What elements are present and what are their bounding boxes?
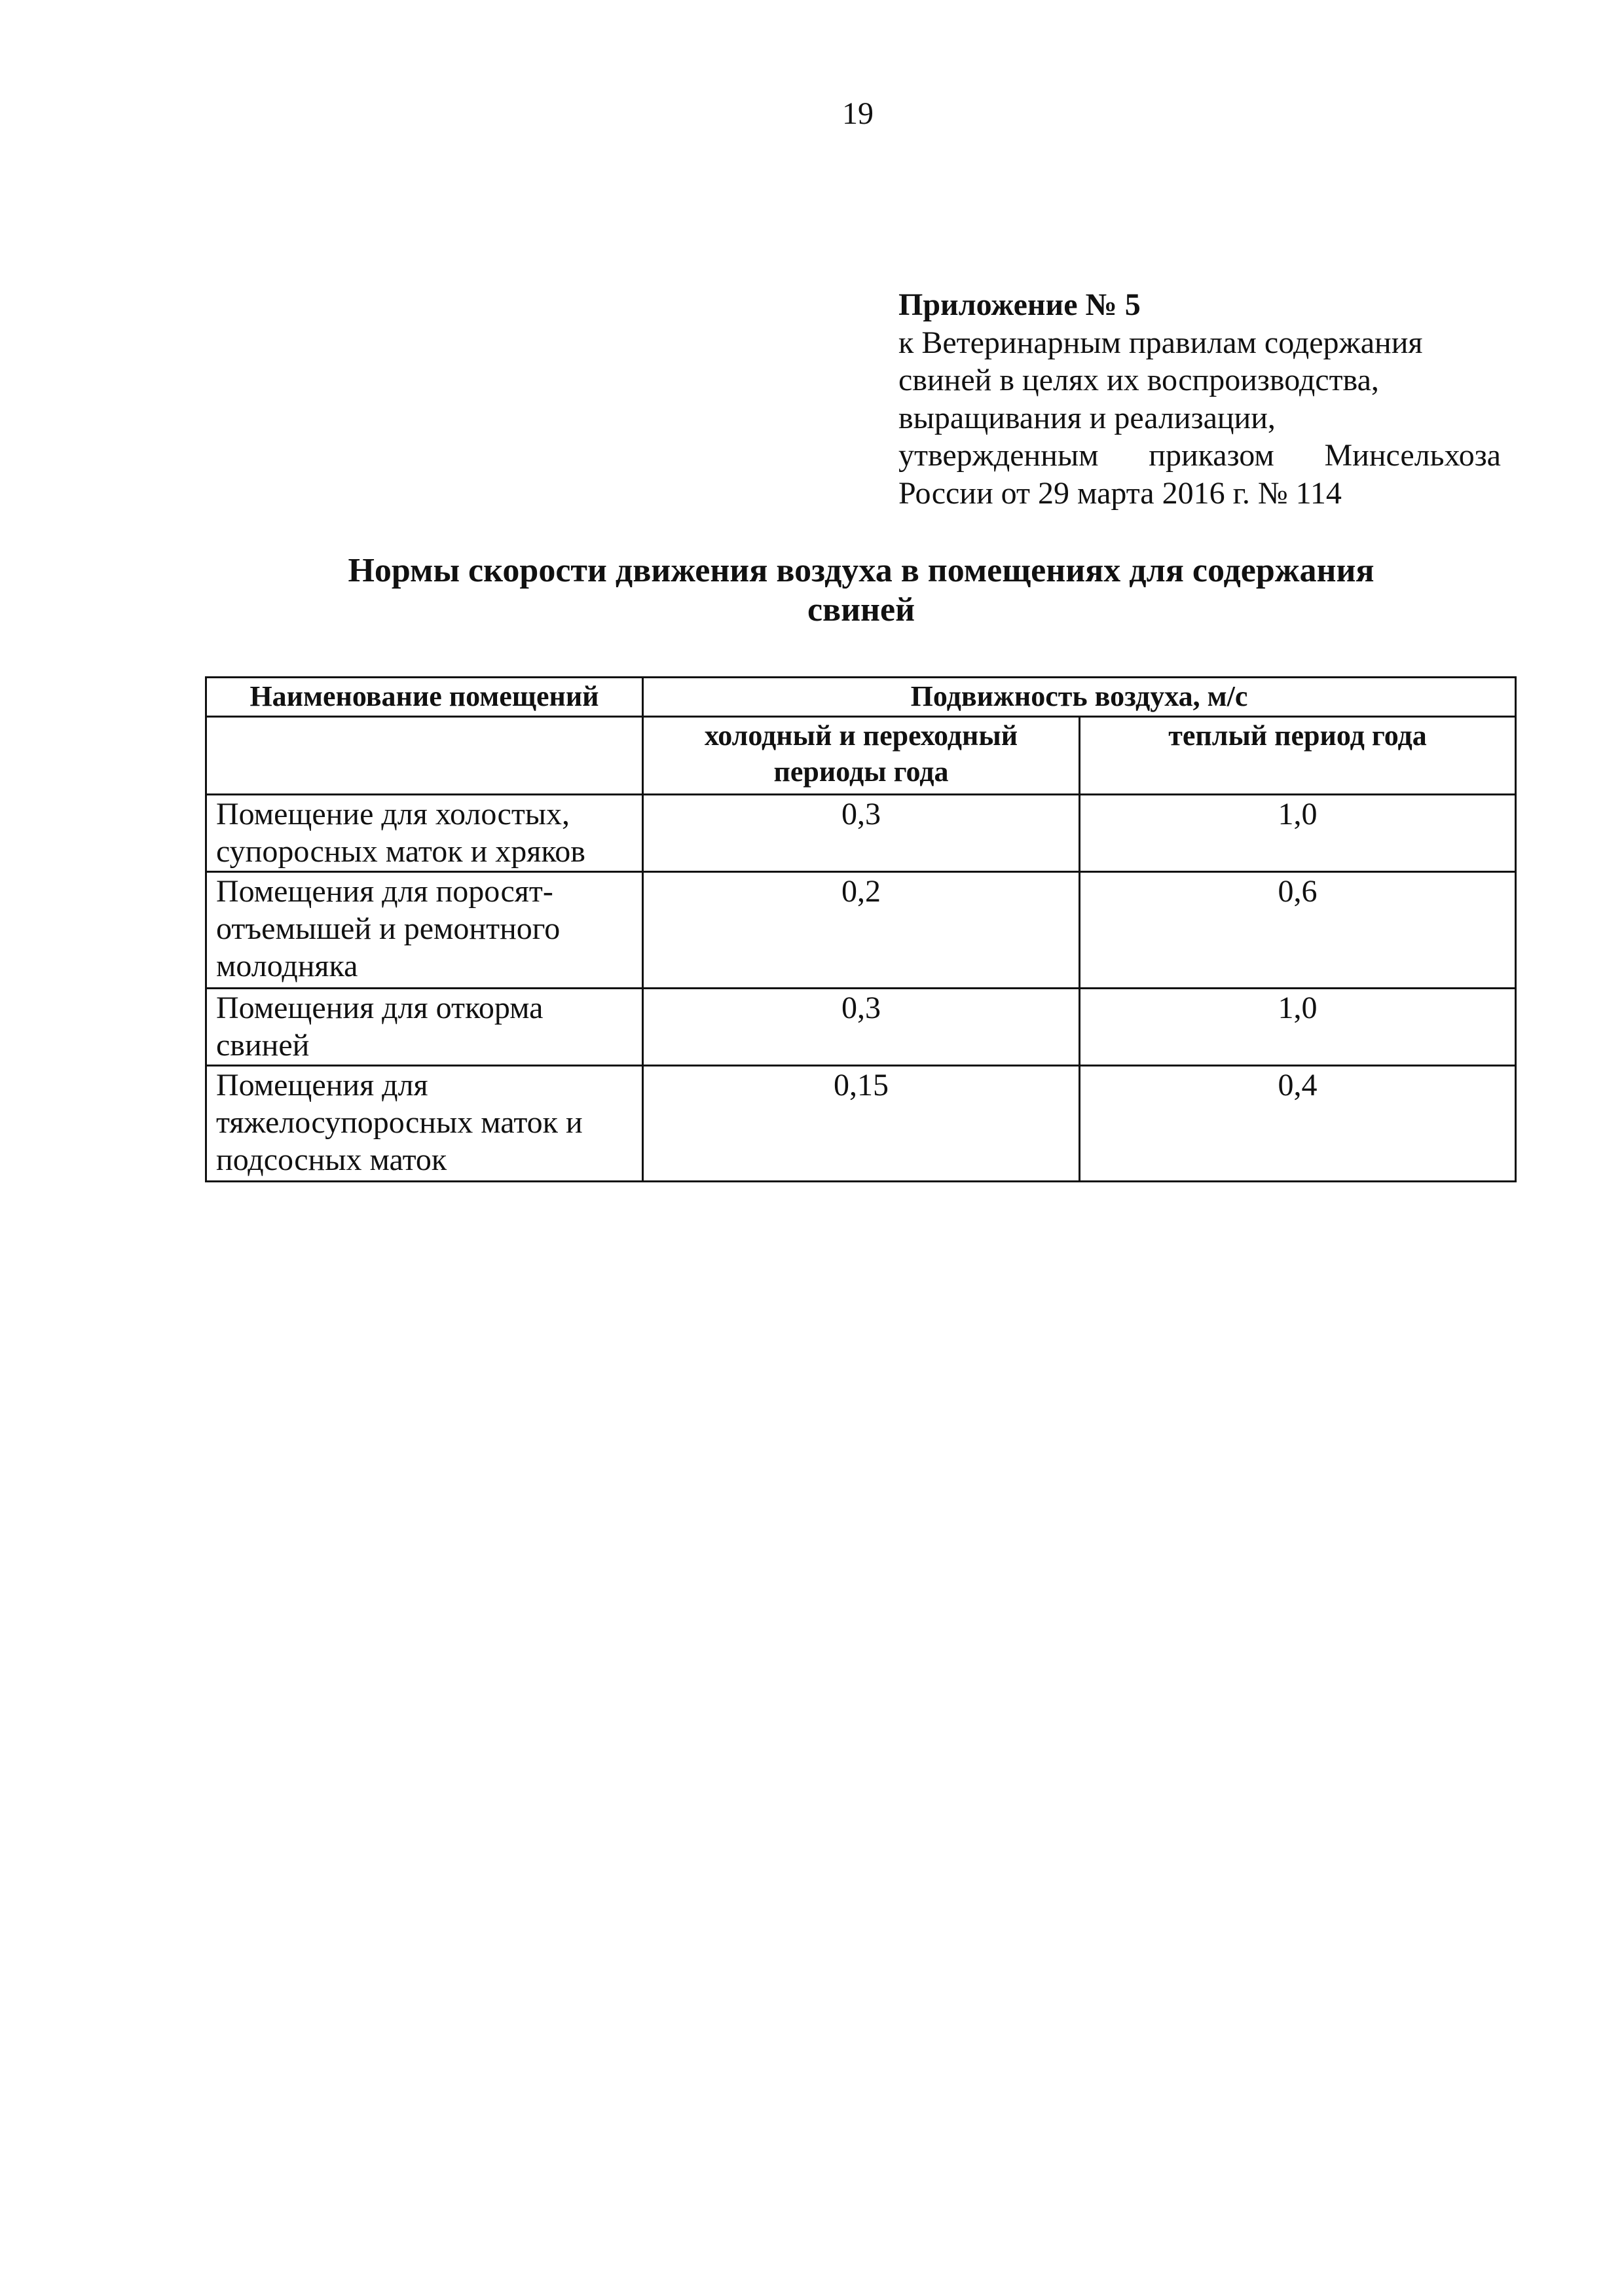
appendix-line-justified: [898, 437, 1501, 475]
air-velocity-norms-table: [205, 676, 1517, 1182]
room-name-line: молодняка: [216, 949, 358, 983]
room-name-line: Помещения для откорма: [216, 991, 544, 1025]
document-title-line: Нормы скорости движения воздуха в помещениях для содержания: [348, 552, 1375, 589]
cold-value-cell: 0,2: [643, 872, 1080, 989]
document-title: [216, 551, 1506, 630]
room-name-line: отъемышей и ремонтного: [216, 911, 561, 946]
document-title-line: свиней: [807, 591, 915, 629]
room-name-line: Помещения для поросят-: [216, 874, 553, 909]
cold-value-cell: 0,3: [643, 989, 1080, 1066]
table-subheader-row: [206, 717, 1516, 795]
header-air-mobility: Подвижность воздуха, м/с: [643, 678, 1516, 717]
room-name-cell: [206, 795, 643, 872]
warm-value-cell: 1,0: [1080, 795, 1516, 872]
cold-value-cell: 0,15: [643, 1066, 1080, 1182]
room-name-line: тяжелосупоросных маток и: [216, 1105, 583, 1140]
appendix-title: Приложение № 5: [898, 287, 1141, 322]
appendix-line: России от 29 марта 2016 г. № 114: [898, 475, 1342, 511]
room-name-line: Помещение для холостых,: [216, 797, 570, 831]
warm-value-cell: 0,4: [1080, 1066, 1516, 1182]
appendix-word: приказом: [1149, 438, 1274, 473]
header-room-name: Наименование помещений: [206, 678, 643, 717]
subheader-warm-period: теплый период года: [1080, 717, 1516, 795]
cold-value-cell: 0,3: [643, 795, 1080, 872]
appendix-line: к Ветеринарным правилам содержания: [898, 325, 1423, 360]
table-row: [206, 1066, 1516, 1182]
room-name-line: подсосных маток: [216, 1142, 447, 1177]
room-name-line: свиней: [216, 1028, 310, 1063]
subheader-cold-period: холодный и переходный периоды года: [643, 717, 1080, 795]
appendix-word: утвержденным: [898, 438, 1099, 473]
table-header-row: [206, 678, 1516, 717]
appendix-block: [898, 286, 1501, 512]
room-name-cell: [206, 1066, 643, 1182]
table-row: [206, 989, 1516, 1066]
table-row: [206, 795, 1516, 872]
warm-value-cell: 1,0: [1080, 989, 1516, 1066]
page-number: 19: [842, 96, 874, 131]
appendix-line: свиней в целях их воспроизводства,: [898, 363, 1379, 397]
room-name-line: Помещения для: [216, 1068, 428, 1102]
room-name-cell: [206, 872, 643, 989]
subheader-empty: [206, 717, 643, 795]
warm-value-cell: 0,6: [1080, 872, 1516, 989]
appendix-line: выращивания и реализации,: [898, 400, 1276, 435]
room-name-cell: [206, 989, 643, 1066]
table-row: [206, 872, 1516, 989]
room-name-line: супоросных маток и хряков: [216, 834, 585, 869]
appendix-word: Минсельхоза: [1324, 438, 1501, 473]
